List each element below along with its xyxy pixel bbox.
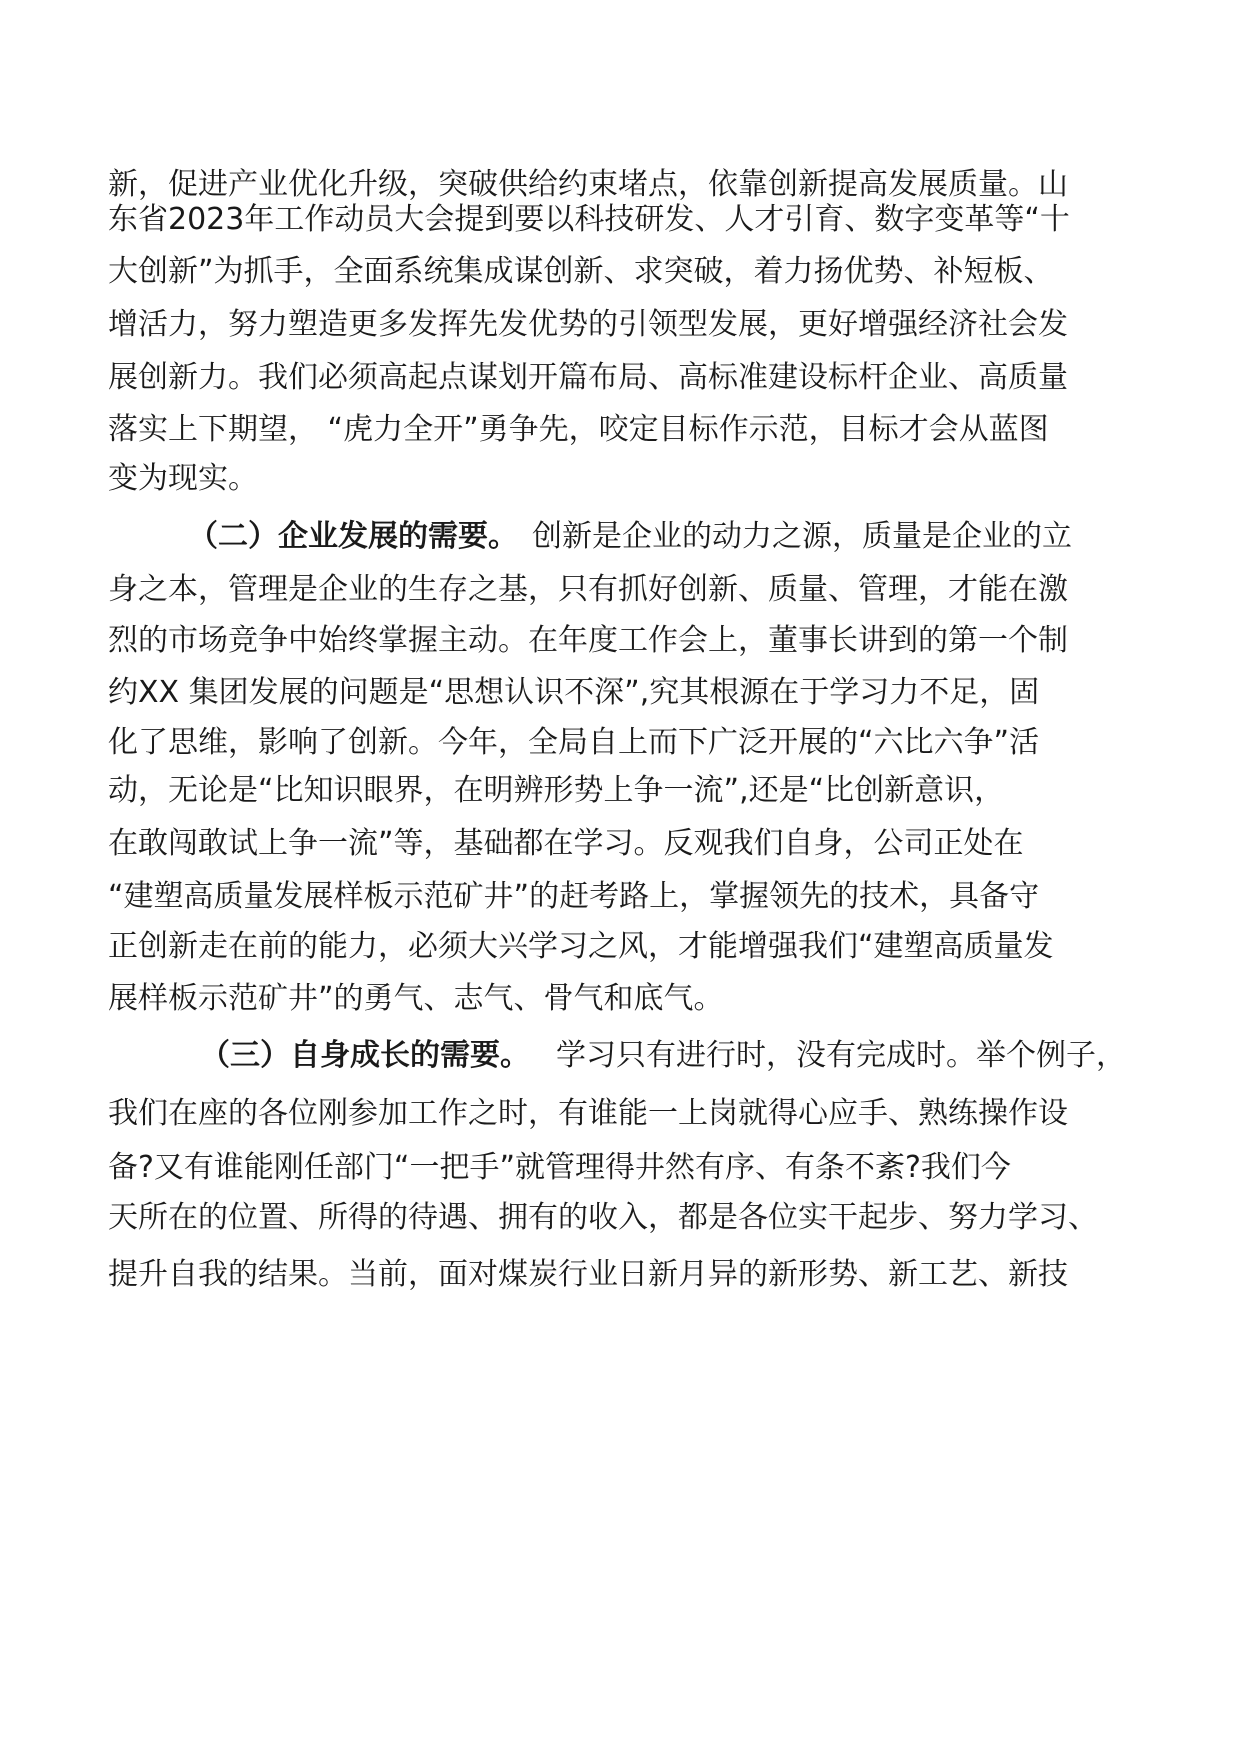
section-3-first-line-text: 学习只有进行时，没有完成时。举个例子， xyxy=(556,1038,1126,1073)
paragraph-1-line-1: 新，促进产业优化升级，突破供给约束堵点，依靠创新提高发展质量。山 xyxy=(108,167,1068,202)
section-2-line: 身之本，管理是企业的生存之基，只有抓好创新、质量、管理，才能在激 xyxy=(108,572,1068,607)
section-2-line: 约XX 集团发展的问题是“思想认识不深”,究其根源在于学习力不足，固 xyxy=(108,675,1040,710)
section-2-first-line-text: 创新是企业的动力之源，质量是企业的立 xyxy=(532,519,1072,554)
paragraph-1-line-5: 展创新力。我们必须高起点谋划开篇布局、高标准建设标杆企业、高质量 xyxy=(108,360,1068,395)
section-2-first-line xyxy=(188,517,1072,557)
section-3-line: 天所在的位置、所得的待遇、拥有的收入，都是各位实干起步、努力学习、 xyxy=(108,1200,1098,1235)
section-2-heading: （二）企业发展的需要。 xyxy=(188,519,518,554)
paragraph-1-line-2: 东省2023年工作动员大会提到要以科技研发、人才引育、数字变革等“十 xyxy=(108,202,1070,237)
section-2-line: 在敢闯敢试上争一流”等，基础都在学习。反观我们自身，公司正处在 xyxy=(108,826,1024,861)
section-2-line: 正创新走在前的能力，必须大兴学习之风，才能增强我们“建塑高质量发 xyxy=(108,929,1054,964)
paragraph-1-line-6: 落实上下期望， “虎力全开”勇争先，咬定目标作示范，目标才会从蓝图 xyxy=(108,412,1049,447)
section-3-heading: （三）自身成长的需要。 xyxy=(200,1038,530,1073)
section-2-line: “建塑高质量发展样板示范矿井”的赶考路上，掌握领先的技术，具备守 xyxy=(108,879,1040,914)
section-3-line: 备?又有谁能刚任部门“一把手”就管理得井然有序、有条不紊?我们今 xyxy=(108,1150,1011,1185)
section-2-line: 动，无论是“比知识眼界，在明辨形势上争一流”,还是“比创新意识， xyxy=(108,773,1005,808)
section-3-line: 我们在座的各位刚参加工作之时，有谁能一上岗就得心应手、熟练操作设 xyxy=(108,1096,1068,1131)
paragraph-1-line-7: 变为现实。 xyxy=(108,461,258,496)
section-2-line: 化了思维，影响了创新。今年，全局自上而下广泛开展的“六比六争”活 xyxy=(108,725,1040,760)
paragraph-1-line-3: 大创新”为抓手，全面系统集成谋创新、求突破，着力扬优势、补短板、 xyxy=(108,254,1054,289)
section-2-line: 烈的市场竞争中始终掌握主动。在年度工作会上，董事长讲到的第一个制 xyxy=(108,623,1068,658)
section-3-line: 提升自我的结果。当前，面对煤炭行业日新月异的新形势、新工艺、新技 xyxy=(108,1257,1068,1292)
section-3-first-line xyxy=(200,1036,1126,1076)
paragraph-1-line-4: 增活力，努力塑造更多发挥先发优势的引领型发展，更好增强经济社会发 xyxy=(108,307,1068,342)
section-2-line: 展样板示范矿井”的勇气、志气、骨气和底气。 xyxy=(108,981,724,1016)
